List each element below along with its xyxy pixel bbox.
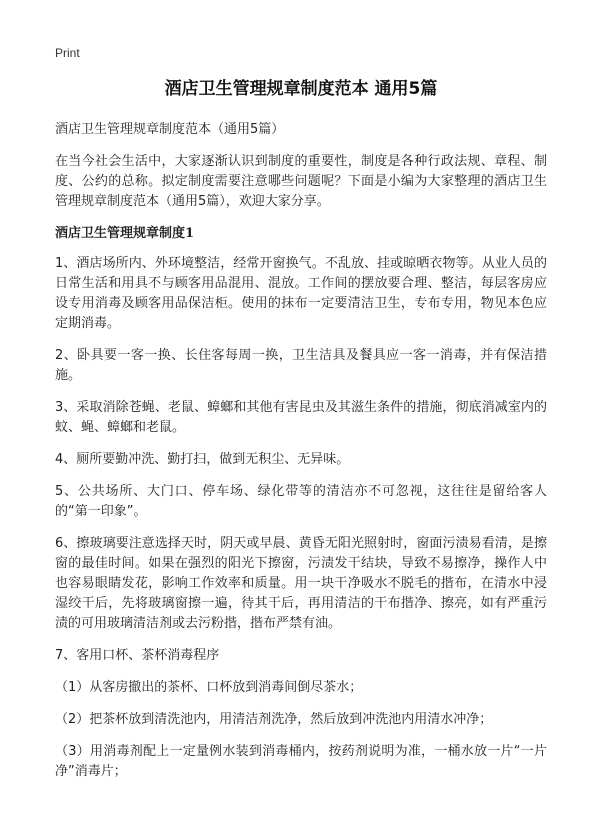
document-body: [55, 76, 547, 794]
section-heading: 酒店卫生管理规章制度1: [55, 226, 195, 241]
paragraph-step-1: （1）从客房撤出的茶杯、口杯放到消毒间倒尽茶水；: [55, 680, 363, 695]
paragraph-item-2: 2、卧具要一客一换、长住客每周一换，卫生洁具及餐具应一客一消毒，并有保洁措施。: [55, 348, 547, 383]
document-subtitle: 酒店卫生管理规章制度范本（通用5篇）: [55, 122, 285, 137]
print-link[interactable]: Print: [55, 46, 80, 60]
paragraph-item-1: 1、酒店场所内、外环境整洁，经常开窗换气。不乱放、挂或晾晒衣物等。从业人员的日常生活和用具不与顾客用品混用、混放。工作间的摆放要合理、整洁，每层客房应设专用消毒及顾客用品保洁柜。使用的抹布一定要清洁卫生，专布专用，物见本色应定期消毒。: [55, 256, 547, 331]
paragraph-step-2: （2）把茶杯放到清洗池内，用清洁剂洗净，然后放到冲洗池内用清水冲净；: [55, 712, 493, 727]
intro-paragraph: 在当今社会生活中，大家逐渐认识到制度的重要性，制度是各种行政法规、章程、制度、公约的总称。拟定制度需要注意哪些问题呢？下面是小编为大家整理的酒店卫生管理规章制度范本（通用5篇），欢迎大家分享。: [55, 154, 547, 209]
paragraph-item-5: 5、公共场所、大门口、停车场、绿化带等的清洁亦不可忽视，这往往是留给客人的“第一印象”。: [55, 484, 547, 519]
document-title: 酒店卫生管理规章制度范本 通用5篇: [164, 79, 438, 99]
paragraph-item-3: 3、采取消除苍蝇、老鼠、蟑螂和其他有害昆虫及其滋生条件的措施，彻底消减室内的蚊、蝇、蟑螂和老鼠。: [55, 400, 547, 435]
paragraph-step-3: （3）用消毒剂配上一定量例水装到消毒桶内，按药剂说明为准，一桶水放一片“一片净”消毒片；: [55, 744, 547, 779]
paragraph-item-4: 4、厕所要勤冲洗、勤打扫，做到无积尘、无异味。: [55, 452, 350, 467]
paragraph-item-6: 6、擦玻璃要注意选择天时，阴天或早晨、黄昏无阳光照射时，窗面污渍易看清，是擦窗的最佳时间。如果在强烈的阳光下擦窗，污渍发干结块，导致不易擦净，操作人中也容易眼睛发花，影响工作效率和质量。用一块干净吸水不脱毛的揩布，在清水中浸湿绞干后，先将玻璃窗擦一遍，待其干后，再用清洁的干布揩净、擦亮，如有严重污渍的可用玻璃清洁剂或去污粉揩，揩布严禁有油。: [55, 536, 547, 631]
paragraph-item-7: 7、客用口杯、茶杯消毒程序: [55, 648, 220, 663]
